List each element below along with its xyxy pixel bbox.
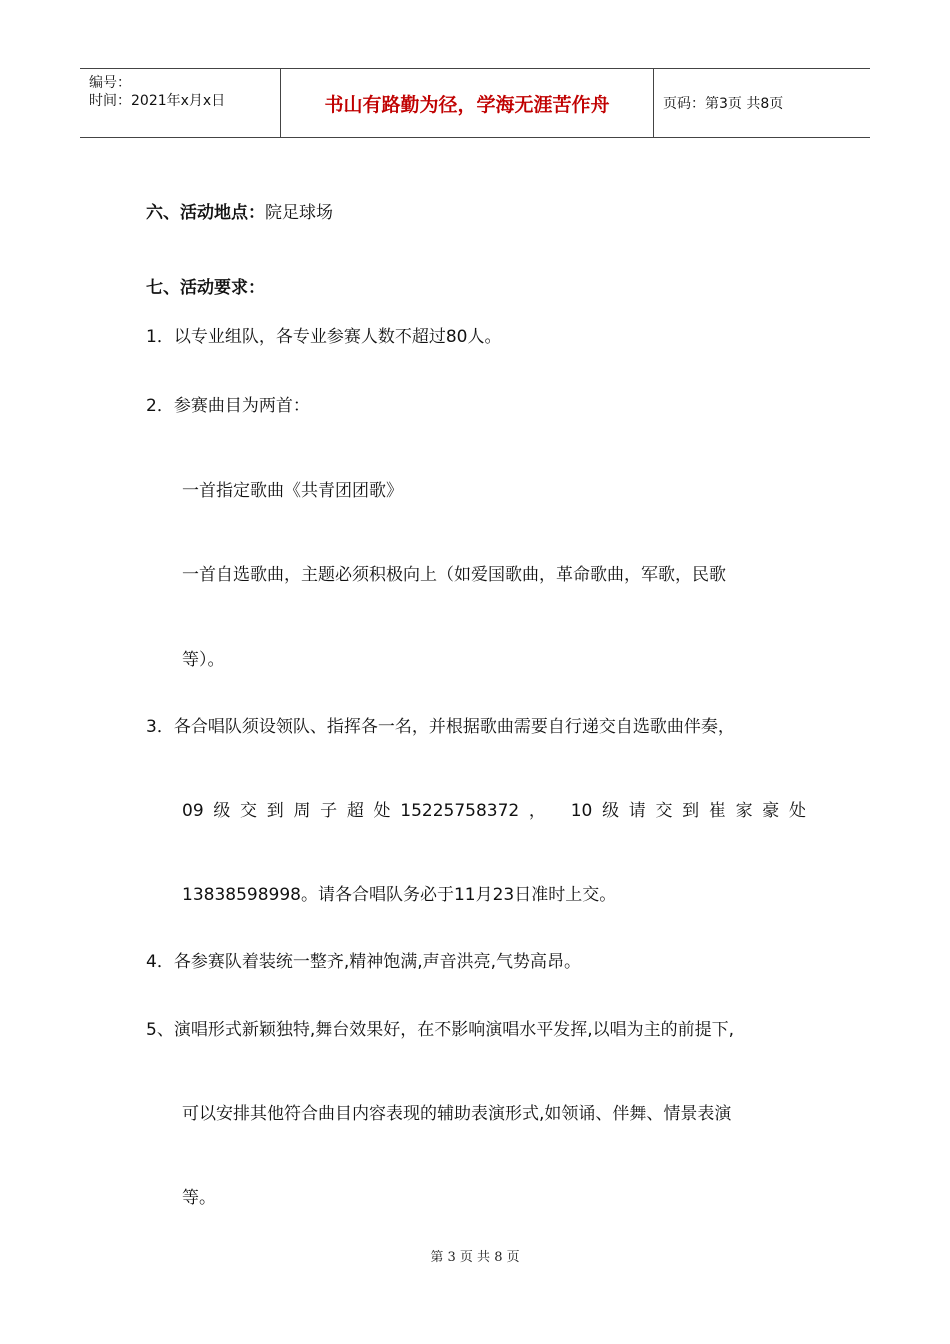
section6-value: 院足球场 <box>265 203 333 223</box>
page-footer: 第 3 页 共 8 页 <box>430 1250 520 1265</box>
section7-heading: 七、活动要求： <box>146 278 265 298</box>
section6-heading: 六、活动地点： <box>146 203 265 223</box>
item-2-song-2-line-2: 等）。 <box>182 650 225 670</box>
item-2: 2．参赛曲目为两首： <box>146 396 310 416</box>
item-2-song-1: 一首指定歌曲《共青团团歌》 <box>182 481 403 501</box>
item-5-line-2: 可以安排其他符合曲目内容表现的辅助表演形式,如领诵、伴舞、情景表演 <box>182 1104 732 1124</box>
header-motto: 书山有路勤为径，学海无涯苦作舟 <box>281 69 654 137</box>
header-info-cell <box>80 69 281 137</box>
header-table <box>80 68 870 138</box>
item-4: 4．各参赛队着装统一整齐,精神饱满,声音洪亮,气势高昂。 <box>146 952 582 972</box>
item-1: 1．以专业组队，各专业参赛人数不超过80人。 <box>146 327 502 347</box>
header-page-label: 页码：第3页 共8页 <box>663 96 784 112</box>
document-time-label: 时间：2021年x月x日 <box>89 93 226 109</box>
item-3-line-1: 3．各合唱队须设领队、指挥各一名，并根据歌曲需要自行递交自选歌曲伴奏， <box>146 717 735 737</box>
section6-line <box>146 198 333 223</box>
item-3-line-2: 09级交到周子超处15225758372， 10级请交到崔家豪处 <box>182 801 806 821</box>
document-number-label: 编号： <box>89 75 131 91</box>
item-2-song-2-line-1: 一首自选歌曲，主题必须积极向上（如爱国歌曲，革命歌曲，军歌，民歌 <box>182 565 726 585</box>
item-3-line-3: 13838598998。请各合唱队务必于11月23日准时上交。 <box>182 885 617 905</box>
item-5-line-1: 5、演唱形式新颖独特,舞台效果好，在不影响演唱水平发挥,以唱为主的前提下, <box>146 1020 735 1040</box>
item-5-line-3: 等。 <box>182 1188 216 1208</box>
